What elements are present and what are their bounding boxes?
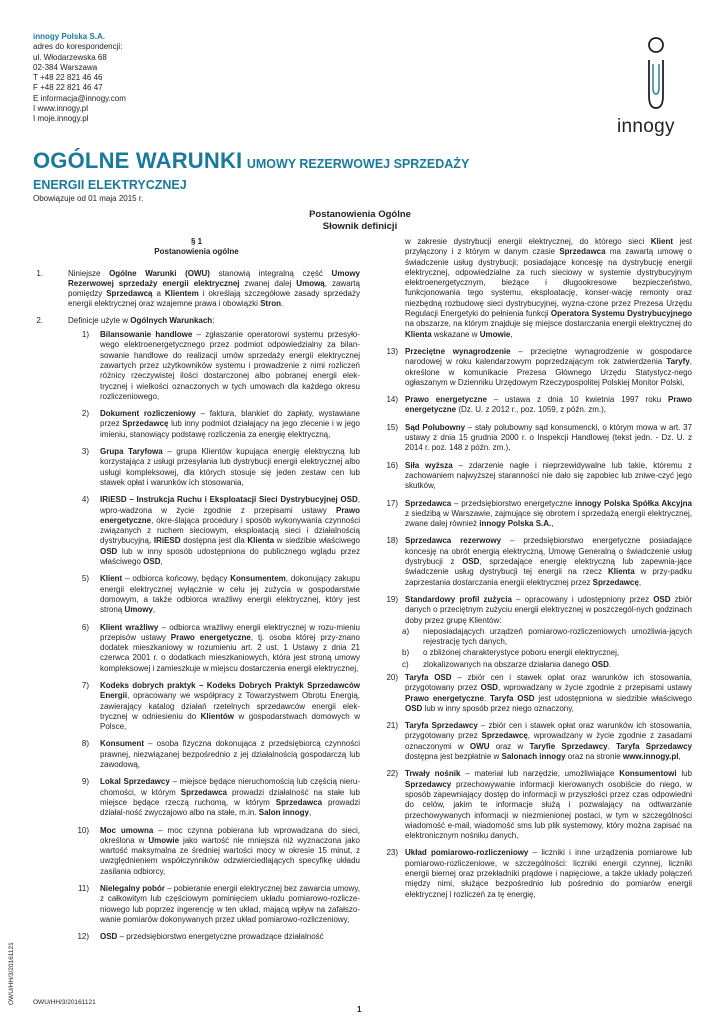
title-sub: UMOWY REZERWOWEJ SPRZEDAŻY <box>246 157 470 171</box>
definition-item: 1) Bilansowanie handlowe – zgłaszanie operatorowi systemu przesyło-wego elektroenergetycznego przez podmiot odpowiedzialny za bilan-sowanie handlowe do realizacji umów sprzedaży energii elektrycznej zawartych przez użytkowników systemu i prowadzenie z nimi rozliczeń różnicy rzeczywistej ilości dostarczonej albo pobranej energii elek-trycznej i wielkości oznaczonych w tych umowach dla każdego okresu rozliczeniowego, <box>81 330 360 401</box>
paragraph-title: Postanowienia ogólne <box>154 247 239 257</box>
definition-item: 4) IRiESD – Instrukcja Ruchu i Eksploatacji Sieci Dystrybucyjnej OSD, wpro-wadzona w życie zgodnie z przepisami ustawy Prawo energetyczne, okre-ślająca procedury i sposób wykonywania czynności związanych z ruchem sieciowym, eksploatacją sieci i działalnością dystrybucyjną, IRiESD dostępna jest dla Klienta w siedzibie właściwego OSD lub w inny sposób udostępniona do publicznego wglądu przez właściwego OSD, <box>81 495 360 567</box>
side-code: OWU/HH/3/20161121 <box>8 942 15 1005</box>
definition-item: 6) Klient wrażliwy – odbiorca wrażliwy energii elektrycznej w rozu-mieniu przepisów ustawy Prawo energetyczne, tj. osoba której przy-znano dodatek mieszkaniowy w rozumieniu art. 2 ust. 1 Ustawy z dnia 21 czerwca 2001 r. o dodatkach mieszkaniowych, która jest stroną umowy kompleksowej i zamieszkuje w miejscu dostarczenia energii elektrycznej, <box>81 622 360 673</box>
fax-line: F +48 22 821 46 47 <box>33 83 103 93</box>
sub-item: a) nieposiadających urządzeń pomiarowo-rozliczeniowych umożliwia-jących rejestrację tych danych, <box>402 626 692 647</box>
company-address <box>33 32 126 125</box>
definition-item: 11) Nielegalny pobór – pobieranie energii elektrycznej bez zawarcia umowy, z całkowitym lub częściowym pominięciem układu pomiarowo-rozlicze-niowego lub poprzez ingerencję w ten układ, mającą wpływ na zafałszo-wanie pomiarów dokonywanych przez układ pomiarowo-rozliczeniowy, <box>78 884 360 924</box>
definition-item: 14) Prawo energetyczne – ustawa z dnia 10 kwietnia 1997 roku Prawo energetyczne (Dz. U. z 2012 r., poz. 1059, z późn. zm.), <box>386 395 692 415</box>
definition-item: 20) Taryfa OSD – zbiór cen i stawek opłat oraz warunków ich stosowania, przygotowany przez OSD, wprowadzany w życie zgodnie z przepisami ustawy Prawo energetyczne. Taryfa OSD jest udostępniona w siedzibie właściwego OSD lub w inny sposób przez niego oznaczony, <box>386 672 692 713</box>
definition-item: 22) Trwały nośnik – materiał lub narzędzie, umożliwiające Konsumentowi lub Sprzedawcy przechowywanie informacji kierowanych osobiście do niego, w sposób zapewniający dostęp do informacji w przyszłości przez czas odpowiedni do celów, jakim te informacje służą i pozwalający na odtwarzanie przechowywanych informacji w niezmienionej postaci, w tym w szczególności wiadomość e-mail, wiadomość sms lub plik systemowy, który można zapisać na elektronicznym nośniku danych, <box>386 769 693 841</box>
company-name: innogy Polska S.A. <box>33 32 106 41</box>
sub-item: c) zlokalizowanych na obszarze działania danego OSD. <box>402 659 612 669</box>
title-main: OGÓLNE WARUNKI <box>33 148 243 173</box>
definition-item: 5) Klient – odbiorca końcowy, będący Konsumentem, dokonujący zakupu energii elektrycznej wyłącznie w celu jej zużycia w gospodarstwie domowym, a także odbiorca wrażliwy energii elektrycznej, który jest stroną Umowy, <box>81 574 360 615</box>
website-line: I www.innogy.pl <box>33 104 88 114</box>
definition-item: 21) Taryfa Sprzedawcy – zbiór cen i stawek opłat oraz warunków ich stosowania, przygotowany przez Sprzedawcę, wprowadzany w życie zgodnie z zasadami oznaczonymi w OWU oraz w Taryfie Sprzedawcy. Taryfa Sprzedawcy dostępna jest bezpłatnie w Salonach innogy oraz na stronie www.innogy.pl, <box>386 721 692 762</box>
effective-date: Obowiązuje od 01 maja 2015 r. <box>33 194 144 203</box>
page-number: 1 <box>357 1005 362 1014</box>
address-line: 02-384 Warszawa <box>33 62 98 72</box>
left-column <box>33 237 360 950</box>
paragraph-number: § 1 <box>190 237 203 246</box>
address-line: adres do korespondencji: <box>33 42 123 52</box>
logo-wordmark: innogy <box>617 116 675 137</box>
definition-item: 2) Dokument rozliczeniowy – faktura, blankiet do zapłaty, wystawiane przez Sprzedawcę lub inny podmiot działający na jego zlecenie i w jego imieniu, stanowiący podstawę rozliczenia za energię elektryczną, <box>81 409 361 439</box>
definition-item: 8) Konsument – osoba fizyczna dokonująca z przedsiębiorcą czynności prawnej, niezwiązanej bezpośrednio z jej działalnością gospodarczą lub zawodową, <box>81 739 360 770</box>
definition-item: 17) Sprzedawca – przedsiębiorstwo energetyczne innogy Polska Spółka Akcyjna z siedzibą w Warszawie, zajmujące się obrotem i sprzedażą energii elektrycznej, zwane dalej również innogy Polska S.A., <box>386 498 692 529</box>
section-heading: Postanowienia Ogólne Słownik definicji <box>309 209 411 232</box>
clause-2: 2. Definicje użyte w Ogólnych Warunkach: <box>36 315 215 325</box>
title-line2: ENERGII ELEKTRYCZNEJ <box>33 178 187 192</box>
definition-item: 13) Przeciętne wynagrodzenie – przeciętne wynagrodzenie w gospodarce narodowej w roku kalendarzowym poprzedzającym rok zatwierdzenia Taryfy, określone w komunikacie Prezesa Głównego Urzędu Statystycz-nego ogłaszanym w Dzienniku Urzędowym Rzeczypospolitej Polskiej Monitor Polski, <box>386 346 692 387</box>
definitions-list <box>33 330 360 942</box>
website-line: I moje.innogy.pl <box>33 114 89 124</box>
definition-item: 3) Grupa Taryfowa – grupa Klientów kupująca energię elektryczną lub korzystająca z usługi przesyłania lub dystrybucji energii elektrycznej albo usługi kompleksowej, dla których stosuje się jeden zestaw cen lub stawek opłat i warunków ich stosowania, <box>81 447 360 487</box>
phone-line: T +48 22 821 46 46 <box>33 73 103 83</box>
definition-item: 12) OSD – przedsiębiorstwo energetyczne prowadzące działalność <box>77 932 324 942</box>
sub-list <box>370 627 692 670</box>
definition-item: 23) Układ pomiarowo-rozliczeniowy – liczniki i inne urządzenia pomiarowe lub pomiarowo-rozliczeniowe, w szczególności: liczniki energii czynnej, liczniki energii biernej oraz przekładniki prądowe i napięciowe, a także układy połączeń między nimi, służące bezpośrednio lub pośrednio do pomiarów energii elektrycznej i rozliczeń za tę energię, <box>386 848 692 899</box>
address-line: ul. Włodarzewska 68 <box>33 52 107 62</box>
definition-item: 15) Sąd Polubowny – stały polubowny sąd konsumencki, o którym mowa w art. 37 ustawy z dnia 15 grudnia 2000 r. o Inspekcji Handlowej (tekst jedn. - Dz. U. z 2014 r. poz. 148 z późn. zm.), <box>386 422 692 453</box>
definition-item: 18) Sprzedawca rezerwowy – przedsiębiorstwo energetyczne posiadające koncesję na obrót energią elektryczną, Umowę Generalną o świadczenie usług dystrybucji z OSD, sprzedające energię elektryczną lub zapewnia-jące świadczenie usług dystrybucji tej energii na rzecz Klienta w przy-padku zaprzestania dostarczania energii elektrycznej przez Sprzedawcę, <box>386 536 693 587</box>
definitions-list <box>370 347 692 626</box>
email-line: E informacja@innogy.com <box>33 93 126 103</box>
definition-item: 16) Siła wyższa – zdarzenie nagłe i nieprzewidywalne lub takie, któremu z zachowaniem najwyższej staranności nie dało się zapobiec lub zniwe-czyć jego skutków, <box>386 460 692 491</box>
definition-item: 9) Lokal Sprzedawcy – miejsce będące nieruchomością lub częścią nieru-chomości, w którym Sprzedawca prowadzi działalność na stałe lub miejsce będące rzeczą ruchomą, w którym Sprzedawca prowadzi działal-ność zwyczajowo albo na stałe, m.in. Salon innogy, <box>81 777 361 818</box>
definition-item: 19) Standardowy profil zużycia – opracowany i udostępniony przez OSD zbiór danych o przeciętnym zużyciu energii elektrycznej w poszczegól-nych godzinach doby przez grupę Klientów: <box>386 594 693 625</box>
right-column <box>370 237 692 907</box>
document-title <box>33 150 469 172</box>
definition-continuation: w zakresie dystrybucji energii elektrycznej, do którego sieci Klient jest przyłączony i z którym w danym czasie Sprzedawca ma zawartą umowę o świadczenie usług dystrybucji; posiadające koncesję na dystrybucję energii elektrycznej, odpowiedzialne za ruch sieciowy w systemie dystrybucyjnym elektroenergetycznym, bieżące i długookresowe bezpieczeństwo, funkcjonowania tego systemu, eksploatację, konser-wację remonty oraz niezbędną rozbudowę sieci dystrybucyjnej, wyzna-czone przez Prezesa Urzędu Regulacji Energetyki do pełnienia funkcji Operatora Systemu Dystrybucyjnego na obszarze, na którym znajduje się miejsce dostarczania energii elektrycznej do Klienta wskazane w Umowie, <box>405 237 693 339</box>
definition-item: 10) Moc umowna – moc czynna pobierana lub wprowadzana do sieci, określona w Umowie jako wartość nie mniejsza niż wyznaczona jako wartość maksymalna ze średniej wartości mocy w okresie 15 minut, z uwzględnieniem współczynników odzwierciedlających specyfikę układu zasilania odbiorcy, <box>77 825 360 876</box>
definition-item: 7) Kodeks dobrych praktyk – Kodeks Dobrych Praktyk Sprzedawców Energii, opracowany we współpracy z Towarzystwem Obrotu Energią, zawierający katalog działań rzetelnych sprzedawców energii elek-trycznej w odniesieniu do Klientów w gospodarstwach domowych w Polsce, <box>81 680 360 732</box>
clause-1: 1. Niniejsze Ogólne Warunki (OWU) stanowią integralną część Umowy Rezerwowej sprzedaży energii elektrycznej zwanej dalej Umową, zawartą pomiędzy Sprzedawcą a Klientem i określają szczegółowe zasady sprzedaży energii elektrycznej oraz wzajemne prawa i obowiązki Stron. <box>36 268 360 309</box>
footer-code: OWU/HH/3/20161121 <box>33 999 96 1006</box>
sub-item: b) o zbliżonej charakterystyce poboru energii elektrycznej, <box>402 648 620 658</box>
definitions-list <box>370 673 692 900</box>
